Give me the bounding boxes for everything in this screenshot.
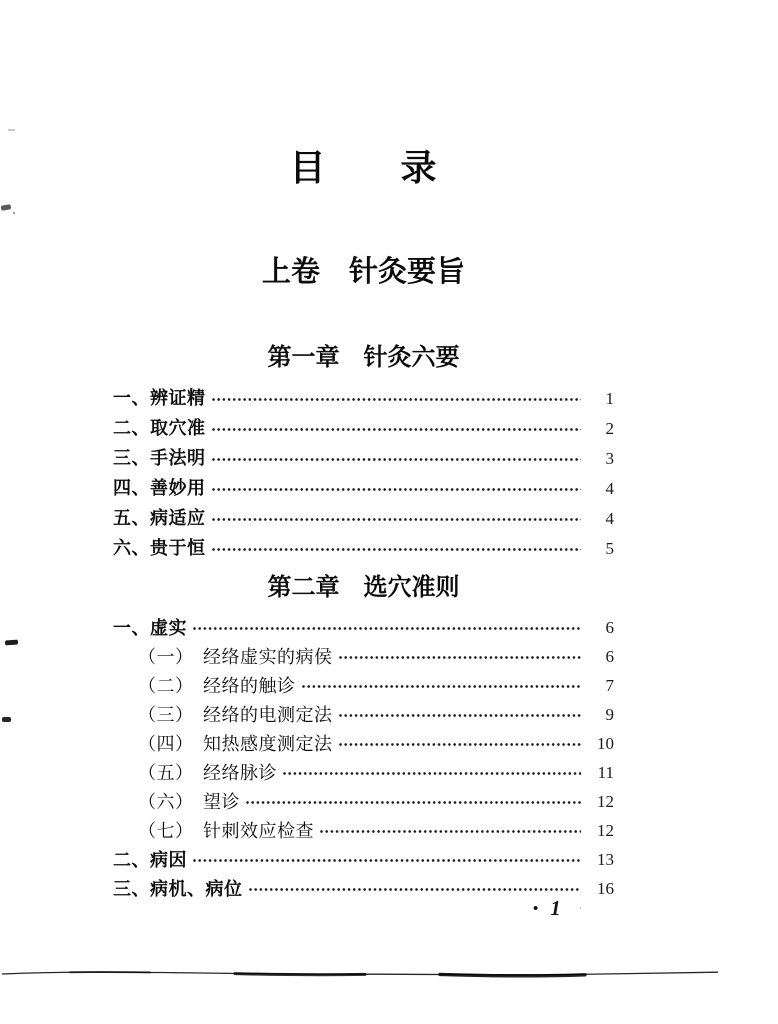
scan-speck	[8, 129, 15, 131]
toc-entry-label: 一、辨证精	[113, 388, 206, 409]
toc-entry	[113, 700, 614, 729]
page-number-marker	[533, 898, 582, 919]
toc-entry-page: 6	[605, 618, 614, 638]
dotted-leader	[211, 427, 582, 432]
dotted-leader	[211, 487, 582, 492]
dotted-leader	[338, 655, 582, 660]
toc-entry-page: 12	[597, 821, 614, 841]
toc-entry-label: 五、病适应	[113, 508, 206, 529]
scan-dot: ·	[578, 902, 583, 914]
scan-speck	[2, 717, 11, 722]
toc-entry	[113, 383, 614, 413]
toc-entry-page: 16	[597, 879, 614, 899]
toc-entry-page: 6	[605, 647, 614, 667]
scan-artifact-line	[0, 966, 730, 982]
toc-entry	[113, 729, 614, 758]
dotted-leader	[282, 771, 581, 776]
chapter-entries	[113, 383, 614, 563]
toc-entry-page: 2	[605, 418, 614, 438]
toc-entry	[113, 443, 614, 473]
toc-entry-page: 4	[605, 478, 614, 498]
scan-speck	[13, 212, 15, 214]
toc-entry-label: （一） 经络虚实的病侯	[138, 646, 333, 667]
folio-page-number: 1	[550, 896, 561, 920]
chapter-entries	[113, 613, 614, 903]
toc-entry-page: 4	[605, 508, 614, 528]
toc-entry	[113, 473, 614, 503]
toc-entry-label: 一、虚实	[113, 617, 187, 638]
chapter-section	[113, 345, 614, 563]
toc-entry	[113, 613, 614, 642]
toc-entry-page: 3	[605, 448, 614, 468]
toc-entry	[113, 503, 614, 533]
toc-entry-page: 12	[597, 792, 614, 812]
toc-entry	[113, 787, 614, 816]
chapter-title: 第二章 选穴准则	[267, 574, 460, 602]
toc-entry	[113, 845, 614, 874]
toc-entry-label: 二、取穴准	[113, 418, 206, 439]
dotted-leader	[211, 547, 582, 552]
toc-entry-page: 10	[597, 734, 614, 754]
toc-entry	[113, 533, 614, 563]
toc-entry-label: 四、善妙用	[113, 478, 206, 499]
volume-heading: 上卷 针灸要旨	[261, 256, 465, 288]
chapter-title: 第一章 针灸六要	[267, 344, 460, 371]
content-column	[113, 0, 614, 903]
toc-entry-label: （四） 知热感度测定法	[138, 733, 333, 754]
chapter-section	[113, 575, 614, 903]
toc-entry-page: 11	[597, 763, 614, 783]
toc-entry-page: 7	[605, 676, 614, 696]
toc-entry-page: 9	[605, 705, 614, 725]
toc-entry-label: （六） 望诊	[138, 791, 240, 812]
dotted-leader	[319, 829, 581, 834]
dotted-leader	[248, 887, 582, 892]
toc-entry-label: 三、病机、病位	[113, 878, 243, 899]
toc-entry-label: （七） 针刺效应检查	[138, 820, 314, 841]
toc-entry-label: （三） 经络的电测定法	[138, 704, 333, 725]
toc-body	[113, 345, 614, 903]
dotted-leader	[211, 397, 582, 402]
toc-entry-label: （二） 经络的触诊	[138, 675, 296, 696]
dotted-leader	[245, 800, 581, 805]
toc-entry-page: 1	[605, 388, 614, 408]
toc-title: 目 录	[289, 147, 438, 188]
dotted-leader	[338, 742, 582, 747]
toc-entry	[113, 758, 614, 787]
dotted-leader	[192, 626, 581, 631]
dotted-leader	[211, 457, 582, 462]
toc-entry-label: 三、手法明	[113, 448, 206, 469]
toc-entry-page: 5	[605, 538, 614, 558]
dotted-leader	[211, 517, 582, 522]
bullet-dot: •	[533, 900, 539, 917]
dotted-leader	[301, 684, 582, 689]
toc-entry-label: 六、贵于恒	[113, 538, 206, 559]
toc-entry-label: 二、病因	[113, 849, 187, 870]
toc-entry	[113, 816, 614, 845]
toc-entry-label: （五） 经络脉诊	[138, 762, 277, 783]
scan-speck	[5, 640, 18, 646]
dotted-leader	[192, 858, 581, 863]
toc-entry	[113, 642, 614, 671]
scan-speck	[1, 204, 12, 211]
toc-entry-page: 13	[597, 850, 614, 870]
toc-entry	[113, 671, 614, 700]
toc-entry	[113, 413, 614, 443]
dotted-leader	[338, 713, 582, 718]
